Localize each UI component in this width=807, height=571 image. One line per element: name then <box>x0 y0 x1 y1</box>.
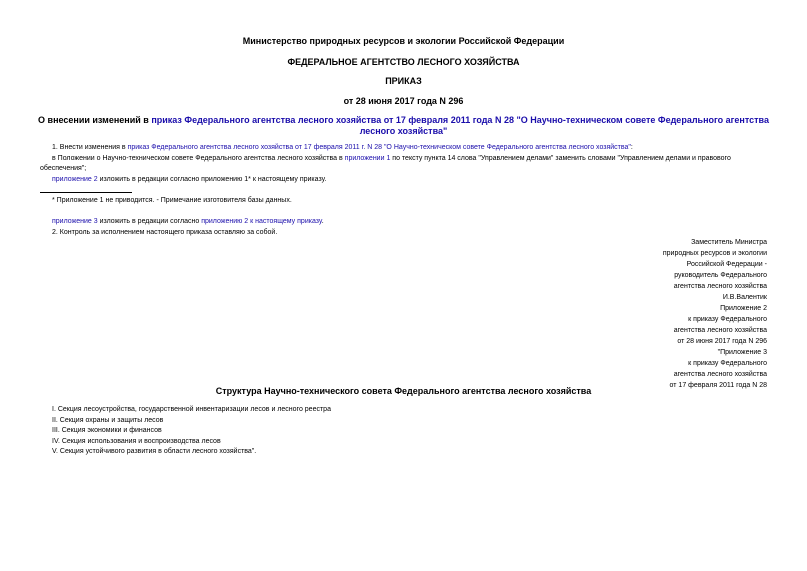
appendix-ref-line: от 28 июня 2017 года N 296 <box>677 338 767 345</box>
appendix-ref-line: "Приложение 3 <box>717 349 767 356</box>
order-title-line2[interactable]: лесного хозяйства" <box>359 126 448 136</box>
appendix-ref-line: Приложение 2 <box>720 305 767 312</box>
date-number-heading: от 28 июня 2017 года N 296 <box>343 96 464 106</box>
list-item: II. Секция охраны и защиты лесов <box>52 416 164 424</box>
paragraph-3 <box>52 176 326 183</box>
paragraph-2 <box>52 155 731 162</box>
p1-link[interactable]: приказ Федерального агентства лесного хозяйства от 17 февраля 2011 г. N 28 "О Научно-техническом совете Федерального агентства лесного хозяйства" <box>127 144 631 151</box>
order-title-prefix: О внесении изменений в <box>38 115 152 125</box>
signature-block <box>663 237 767 391</box>
appendix-ref-line: к приказу Федерального <box>688 360 767 367</box>
ministry-heading: Министерство природных ресурсов и экологии Российской Федерации <box>242 36 565 46</box>
list-item: III. Секция экономики и финансов <box>52 427 162 434</box>
signature-line: И.В.Валентик <box>722 294 767 301</box>
order-title <box>0 115 807 125</box>
p1-suffix: : <box>630 144 633 151</box>
appendix-ref-line: от 17 февраля 2011 года N 28 <box>669 382 767 389</box>
order-title-link[interactable]: приказ Федерального агентства лесного хозяйства от 17 февраля 2011 года N 28 "О Научно-техническом совете Федерального агентства <box>151 115 769 125</box>
appendix-ref-line: агентства лесного хозяйства <box>673 371 767 378</box>
p2-prefix: в Положении о Научно-техническом совете Федерального агентства лесного хозяйства в <box>52 155 345 162</box>
p2-suffix: по тексту пункта 14 слова "Управлением делами" заменить словами "Управлением делами и правового <box>390 155 731 162</box>
structure-title: Структура Научно-технического совета Федерального агентства лесного хозяйства <box>215 386 592 396</box>
agency-heading: ФЕДЕРАЛЬНОЕ АГЕНТСТВО ЛЕСНОГО ХОЗЯЙСТВА <box>287 57 520 67</box>
p3-link[interactable]: приложение 2 <box>52 176 98 183</box>
paragraph-4 <box>52 218 324 225</box>
doc-type-heading: ПРИКАЗ <box>385 76 422 86</box>
list-item: IV. Секция использования и воспроизводства лесов <box>52 437 221 445</box>
appendix-ref-line: к приказу Федерального <box>688 316 767 323</box>
p2-link[interactable]: приложении 1 <box>344 155 391 162</box>
p4-suffix: . <box>321 218 324 225</box>
list-item: I. Секция лесоустройства, государственной инвентаризации лесов и лесного реестра <box>52 406 331 413</box>
signature-line: природных ресурсов и экологии <box>662 250 767 257</box>
paragraph-2-line2: обеспечения"; <box>40 165 87 172</box>
footnote-divider <box>40 192 132 193</box>
signature-line: агентства лесного хозяйства <box>673 283 767 290</box>
signature-line: Заместитель Министра <box>691 239 767 246</box>
p3-suffix: изложить в редакции согласно приложению 1* к настоящему приказу. <box>97 176 327 183</box>
p1-prefix: 1. Внести изменения в <box>52 144 128 151</box>
footnote: * Приложение 1 не приводится. - Примечание изготовителя базы данных. <box>52 197 292 204</box>
paragraph-1 <box>52 144 633 151</box>
paragraph-5: 2. Контроль за исполнением настоящего приказа оставляю за собой. <box>52 229 278 236</box>
p4-link-2[interactable]: приложению 2 к настоящему приказу <box>201 218 322 225</box>
list-item: V. Секция устойчивого развития в области лесного хозяйства". <box>52 448 257 455</box>
p4-mid: изложить в редакции согласно <box>97 218 202 225</box>
p4-link-1[interactable]: приложение 3 <box>52 218 98 225</box>
appendix-ref-line: агентства лесного хозяйства <box>673 327 767 334</box>
signature-line: Российской Федерации - <box>686 261 767 268</box>
structure-list <box>52 405 331 458</box>
signature-line: руководитель Федерального <box>674 272 767 279</box>
